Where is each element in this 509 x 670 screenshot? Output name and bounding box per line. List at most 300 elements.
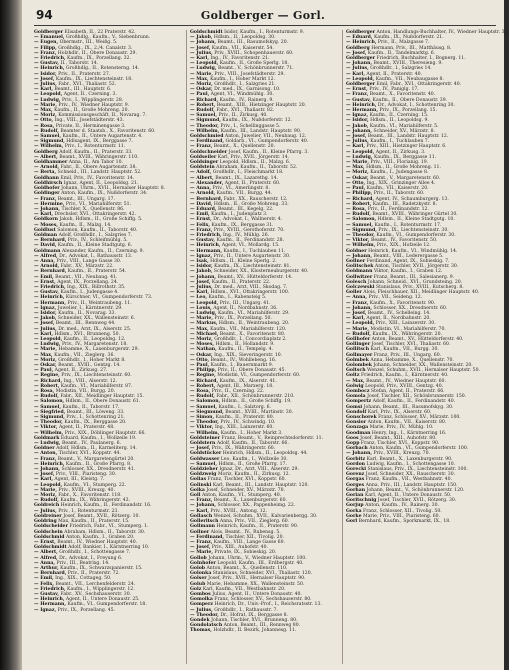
entry-name: — Franz, [34,196,57,202]
entry-details: Beamt., XVIII., Gentzg. 14. [58,363,121,368]
entry-name: — Bernhard, [34,571,67,577]
entry-details: Kaufm., IX., Währingerstr. 43. [60,498,130,504]
entry-details: Kaufm., II., Tempelg. 4. [218,347,273,353]
entry-name: — Leopold, [34,92,63,98]
entry-name: Goldman [34,232,58,238]
entry-name: Golleritsch [190,519,219,525]
entry-details: Friedrich, Fabr., VI., Stumperg. 1. [69,524,149,530]
entry-details: Kaufm., I., Salztorg. 6. [218,404,272,410]
entry-details: Johann, Beamt., V., Schönbrunnerstr. 120. [366,487,465,493]
entry-name: Goldberger [34,30,64,35]
entry-name: — Rudolf, [346,212,371,218]
entry-name: Gollob [190,555,207,561]
entry-details: Franz, Kaufm., VII., Westbahnstr. 40. [365,477,452,483]
entry-name: Golka [190,487,205,493]
entry-name: Gollner [190,529,210,535]
entry-name: Gonsior [346,420,367,426]
entry-details: Anna, Hebamme, X., Quellenstr. 70. [370,357,454,363]
entry-name: Gorke [346,513,362,519]
entry-details: Priv., VII., Seideng. 12. [368,295,423,301]
entry-details: Großhdlr., I., Concordiaplatz 2. [214,336,287,342]
entry-details: Agent, II., Nordbahnstr. 20. [366,316,431,322]
entry-name: Gollmann [190,524,215,530]
entry-details: Schneider, XX., Wallensteinstr. 6. [57,316,136,322]
entry-details: Agent, II., Zirkusg. 27. [54,368,108,374]
entry-details: Priv., I., Rotenturmstr. 11. [64,144,126,150]
entry-name: — Albert, [190,175,214,181]
entry-details: Johann, Beamt., III., Rasumofskyg. 30. [363,404,454,410]
entry-name: — Paul, [190,363,210,368]
entry-details: Kaufm., II., Praterstr. 54. [67,269,127,275]
entry-name: — Ferdinand, [190,139,224,145]
entry-details: Anton, Beamt., X., Quellenstr. 110. [206,565,288,571]
entry-details: Marie, Priv., IV., Mühlg. 10. [369,425,434,431]
entry-name: — Wilhelm, [34,144,64,150]
entry-name: — Moriz, [190,82,213,88]
entry-name: Thomas, [190,628,212,634]
entry-name: — Salomon, [34,399,65,405]
entry-name: Goldhammer [34,160,68,166]
entry-name: Golias [190,477,207,483]
entry-name: — Paul, [190,92,210,98]
entry-name: — Samuel, [190,461,217,467]
entry-name: — Max, [346,165,365,171]
entry-name: — Johann, [346,61,373,67]
entry-details: Karl, Kaufm., VII., Burgg. 30. [370,347,439,353]
entry-name: — Wilhelm, [190,430,220,436]
entry-details: Priv., IV., Paniglg. 17. [369,87,419,93]
entry-details: Priv., XVIII., Gersthoferstr. 70. [213,227,285,233]
entry-details: Jakob, Hdlsm., II., Große Schiffg. 5. [59,217,143,223]
entry-details: Kaufm., II., Taborstr. 17. [62,404,120,410]
entry-name: Goldschmied [190,134,224,140]
entry-name: — Theodor, [190,420,219,426]
entry-details: Drechsler, XVI., Ottakringerstr. 42. [54,212,137,218]
entry-details: Kaufm., I., Bauernmarkt 9. [210,363,274,368]
entry-details: Beamt., V., Margaretenstr. 60. [370,175,441,181]
entry-details: Großhdlg., II., Rotensterng. 14. [65,66,140,72]
entry-details: Kaufm., IX., Berggasse 11. [373,154,437,160]
entry-name: — Ignaz, [346,113,369,119]
entry-name: — Alexander, [190,180,224,186]
entry-details: Kaufm., IX., Schwarzspanierstr. 15. [60,565,143,571]
entry-name: — Leopold, [190,300,219,306]
entry-name: — Berta, [34,170,57,176]
entry-details: Priv., IX., Liechtensteinstr. 60. [61,373,132,379]
entry-name: Goldmark [34,435,60,441]
entry-details: Franz, Tischler, XVI., Koppstr. 60. [207,477,287,483]
entry-details: Beamt., IV., Paulanerg. 6. [61,441,121,447]
entry-name: — Theodor, [34,420,63,426]
entry-name: — Sigmund, [346,227,377,233]
entry-details: Johann, Tischler, XVI., Brunneng. 80. [211,617,298,623]
column-3 [346,30,509,664]
entry-details: Kommissionsgeschäft, II., Novarag. 7. [58,113,147,119]
entry-name: Goos [346,435,359,441]
entry-name: — Leopold, [346,76,375,82]
entry-name: Gorka [346,508,362,514]
entry-details: Beamt., III., Hauptstr. 6. [54,87,112,93]
entry-details: Hdlsm., II., Kleine Stadtgutg. 10. [377,217,455,223]
entry-name: — David, [190,201,213,207]
entry-name: — Josef, [346,50,367,56]
entry-details: Ignaz, Agent, II., Leopoldsg. 21. [63,180,139,186]
entry-details: Beamt., III., Landstr. Hauptstr. 12. [367,134,449,140]
entry-name: — Karl, [34,477,53,483]
entry-details: Dr., Advokat, I., Rathausstr. 13. [59,253,133,259]
entry-details: Tischler, XII., Tivolig. 20. [225,534,284,540]
entry-name: — Franz, [34,456,57,462]
entry-name: — Ludwig, [34,441,61,447]
entry-details: Kaufm., IX., Berggasse 20. [64,420,127,426]
entry-details: Priv., I., Schellinggasse 5. [220,123,281,129]
entry-name: — Rudolf, [34,394,59,400]
entry-name: — Franz, [346,300,369,306]
entry-details: Kaufm., II., Ferdinandstr. 28. [216,238,285,244]
entry-name: Goldlust [34,227,56,233]
entry-name: — Franz, [34,50,57,56]
entry-name: — Leo, [190,295,208,301]
entry-name: Goritschnig [346,498,377,504]
entry-details: Ferdinand, Agent, IX., Sobieskig. 7. [366,258,450,264]
entry-details: Leo, Kaufm., I., Wollzeile 30. [220,456,288,462]
entry-details: Josef, Schneider, XX., Rauscherstr. 30. [365,472,456,478]
entry-details: Goldarb., VI., Gumpendorferstr. 40. [225,139,309,145]
entry-details: Beamt., X., Favoritenstr. 40. [369,92,436,98]
entry-name: Goldzweig [190,472,217,478]
entry-name: — Johann, [34,467,61,473]
entry-details: Karl, Priv., IX., Alserstr. 60. [367,409,432,415]
entry-name: Gopp [346,441,360,447]
entry-details: Bernhard, Kaufm., Sporkmarkt, IX., 18. [358,519,451,525]
entry-details: Beamt., III., Rennweg 44. [55,321,116,327]
entry-details: Schlosser, XX., Dresdnerstr. 60. [373,305,448,311]
entry-name: Gorecki [346,467,367,473]
entry-details: Kaufm., VI., Mariahilferstr. 87. [60,383,133,389]
entry-details: Dr., Advokat, I., Freyung 6. [59,555,123,561]
entry-details: Franz, Tischler, XVI., Koppstr. 90. [360,441,440,447]
entry-details: Ing., VIII., Alserstr. 12. [63,378,117,384]
page-header [22,8,504,24]
entry-details: Hdlsm., II., Große Mohreng. 33. [213,201,289,207]
entry-details: Schneider, XX., Klosterneuburgerstr. 40. [213,269,309,275]
entry-name: — Franz, [346,92,369,98]
entry-details: Josef, Kaufm., II., Kleine Pfarrg. 3. [228,149,309,155]
entry-name: — Sigmund, [34,139,65,145]
entry-name: — Alfred, [34,555,58,561]
entry-name: — Salomon, [346,217,377,223]
entry-details: Viktor, Kaufm., I., Graben 12. [373,269,443,275]
entry-details: Beamt., X., Favoritenstr. 80. [219,331,286,337]
entry-details: Kaufm., II., Untere Augartenstr. 4. [62,134,143,140]
entry-details: Stanislaus, Priv., IX., Liechtensteinstr. 100. [367,467,468,473]
entry-details: Hdlsm., II., Hollandstr. 9. [215,342,275,348]
entry-name: — Oskar, [190,87,213,93]
entry-name: — Otto, [346,180,366,186]
entry-name: — Josef, [34,321,55,327]
entry-name: — Felix, [34,581,54,587]
entry-name: — Emil, [190,212,210,218]
entry-details: Kaufm., II., Obere Donaustr. 39. [372,97,448,103]
entry-name: Golombek [346,363,372,368]
entry-name: — Robert, [34,383,60,389]
entry-name: Golnhofer [190,560,216,566]
entry-details: Anton, Kaufm., IV., Rainerg. 30. [365,503,439,509]
entry-name: — Julius, [190,607,213,613]
entry-name: Goldwasser [190,456,220,462]
entry-details: Hdlsm., II., Kleine Sperlg. 2. [210,258,277,264]
entry-name: — Bernhard, [34,269,67,275]
entry-name: — Moses, [34,222,59,228]
entry-name: Gompertz [346,399,372,405]
entry-name: Goldstern [190,441,216,447]
entry-name: — Marie, [34,487,57,493]
entry-name: — Heinrich, [190,243,221,249]
entry-details: Dr. med., Arzt, IX., Alserstr. 25. [58,326,132,332]
entry-name: Goldhirsch [34,180,63,186]
entry-name: Golesch [346,279,367,285]
entry-name: — Johann, [190,503,217,509]
entry-name: — Franz, [190,498,213,504]
entry-details: Priv., VIII., Florianig. 19. [370,160,429,166]
entry-details: Kaufm., VII., Burgg. 44. [216,191,273,197]
entry-name: — Johann, [34,206,61,212]
entry-name: — Philipp, [346,191,373,197]
entry-details: Priv., IX., Porzellang. 45. [57,607,116,613]
entry-name: — Heinrich, [346,102,377,108]
entry-details: Priv., XVIII., Antong. 12. [210,508,268,514]
entry-name: Gombos [190,591,211,597]
entry-details: Ignaz, Dr., Arzt, VIII., Alserstr. 29. [219,467,299,473]
entry-details: Schlosser, XX., Pappenheimg. 22. [217,503,296,509]
entry-name: Gorbitz [346,456,366,462]
entry-details: Kaufm., IX., Liechtensteinstr. 18. [55,76,133,82]
entry-details: Agent, II., Nordbahnstr. 36. [213,305,278,311]
entry-details: Priv., XVIII., Schopenhauerstr. 60. [214,50,294,56]
entry-details: Großhdlr., I., Hoher Markt 8. [58,357,126,363]
entry-name: — Karl, [34,87,53,93]
entry-name: — Heinrich, [34,295,65,301]
entry-name: Goldberger [346,56,376,62]
entry-details: Großhdlr., I., Salzgries 21. [214,82,276,88]
entry-details: Agent, III., Marxerg. 18. [216,383,274,389]
entry-details: Karl, Beamt., X., Laxenburgerstr. 90. [366,456,453,462]
entry-details: Hdlsm., II., Leopoldsg. 9. [370,118,429,124]
entry-name: — David, [34,243,57,249]
entry-name: — Moriz, [34,113,57,119]
entry-name: — Sigmund, [34,415,65,421]
entry-details: Agent, II., Praterstr. 48. [58,425,115,431]
entry-name: Gondek [190,617,210,623]
entry-details: Elisabeth, II., 22 Praterstr. 42. [64,30,136,35]
entry-name: Golser [190,576,207,582]
entry-details: Kaufm., II., Leopoldsg. 12. [63,336,126,342]
entry-name: — Karl, [190,508,209,514]
entry-name: — Arnold, [190,191,216,197]
entry-name: — Jakob, [190,269,213,275]
entry-name: Golonka [190,571,212,577]
entry-name: — Karl, [346,316,365,322]
entry-details: Johann, Uhrm., V., Wiedner Hauptstr. 100. [208,555,307,561]
entry-details: Kaufm., II., Praterstr. 80. [215,415,275,421]
entry-details: Alexander, Kaufm., II., Czerning. 9. [61,248,145,254]
entry-name: — Isidor, [34,310,57,316]
entry-name: Goldreiner [34,513,62,519]
entry-details: Fabr., XV., Märzstr. 22. [60,264,114,270]
entry-details: Private, IX., Sobieskig. 20. [214,550,277,556]
entry-details: Großhdlg., IX., 2./4. Canalstr. 3. [58,45,133,51]
entry-name: Goldberg [346,45,370,51]
entry-name: — Anton, [34,451,58,457]
entry-details: Priv., IX., Liechtensteinstr. 30. [378,227,449,233]
entry-details: Franz, Schlosser, XV., Sechshauserstr. 80. [214,597,312,603]
entry-name: Gorenz [346,472,365,478]
entry-name: Goldhann [34,175,59,181]
entry-details: Fabr., XII., Schönbrunnerstr. 210. [216,394,295,400]
entry-details: Priv., II., Praterstr. 72. [67,571,120,577]
entry-name: Goldschmid [34,534,65,540]
entry-details: Fabr., XVI., Thaliastr. 82. [216,108,275,114]
entry-details: Kaufm., IX., Berggasse 31. [211,222,274,228]
entry-name: — Friedrich, [34,586,66,592]
entry-name: Goldhofer [34,186,60,192]
entry-details: Anna, Priv., VII., Zieglerg. 60. [219,519,290,525]
entry-name: Gomperz [190,602,214,608]
entry-name: — Samuel, [190,404,217,410]
entry-name: — Ferdinand, [190,534,224,540]
entry-name: — Hermann, [346,108,378,114]
entry-details: Karl, Kaufm., VII., Westbahnstr. 20. [202,586,286,592]
entry-name: — Emanuel, [34,35,65,41]
entry-details: Agent, II., Praterstr. 40. [366,71,423,77]
entry-name: Gomolka [190,597,213,603]
entry-details: Priv., II., Obere Donaustr. 45. [217,368,286,374]
entry-details: Kaufm., II., Große Sperlg. 18. [219,61,289,67]
entry-details: Kaufm., II., Große Mohreng. 20. [54,108,129,114]
entry-details: Ing., XIX., Sieveringerstr. 10. [214,352,283,358]
entry-details: Priv., IX., Porzellang. 15. [379,108,437,114]
entry-name: — Marie, [190,550,213,556]
entry-details: Dr. med., Arzt, VIII., Skodag. 7. [214,284,288,290]
entry-name: — Marie, [190,316,213,322]
column-2 [190,30,338,664]
entry-details: Stanislaus, Schneider, XVI., Thaliastr. 120. [212,571,313,577]
entry-details: Juwelier, I., Kärntnerstr. 29. [57,305,123,311]
entry-name: Golob [190,565,206,571]
entry-name: — Wilhelm, [346,243,376,249]
entry-details: Priv., II., Czerning. 22. [211,389,265,395]
header-rule [34,25,496,26]
entry-name: — Gustav, [34,591,60,597]
entry-details: Anton, Kaufm., I., Graben 20. [65,534,135,540]
entry-details: Kaufm., II., Tandelmarktg. 6. [367,50,436,56]
entry-details: Beamt., XVIII., Währingerstr. 110. [59,154,139,160]
entry-name: — Julius, [34,326,57,332]
entry-name: — Ignaz, [190,253,213,259]
entry-details: Kaufm., IX., Nußdorferstr. 21. [373,35,444,41]
entry-name: — Leopold, [34,336,63,342]
entry-details: Adolf, Kaufm., II., Ferdinandstr. 40. [372,399,456,405]
entry-name: — Josef, [190,446,211,452]
entry-details: Abraham, Kaufm., II., Taborstr. 52. [216,165,298,171]
entry-name: Gollinger [346,342,371,348]
entry-name: — Richard, [190,97,219,103]
entry-details: Dr., Advokat, I., Schottenring 30. [377,102,455,108]
entry-details: Kaufm., VII., Kaiserstr. 54. [211,45,274,51]
entry-details: Priv., VIII., Josefstädterstr. 29. [214,71,285,77]
entry-details: Fabr., XII., Meidlinger Hauptstr. 15. [60,394,144,400]
entry-details: Kaufm., IX., Währingerstr. 20. [372,331,442,337]
entry-name: — Robert, [190,102,216,108]
entry-details: Friedrich, Buchhalter, I., Bognerg. 11. [376,56,466,62]
entry-name: — Moriz, [34,493,57,499]
entry-name: — Paul, [34,368,54,374]
entry-name: — Wilhelm, [190,128,220,134]
entry-name: — Anna, [346,295,368,301]
entry-details: Johann, Schneid., XVI., Grundsteing. 20. [367,279,463,285]
entry-details: Beamt., XVIII., Währinger Gürtel 30. [372,212,458,218]
entry-details: Beamt., III., Ungarg. 17. [57,196,115,202]
entry-details: Kaufm., II., Czerning. 15. [369,113,429,119]
entry-name: — Johann, [346,305,373,311]
entry-details: Hdlsm., II., Große Mohreng. 11. [366,165,441,171]
entry-details: Wenzel, Schuhm., XVII., Hernalser Hauptstr. 50. [367,368,480,374]
entry-name: Gorian [346,493,364,499]
entry-details: Fabr., XV., Sechshauserstr. 30. [60,591,132,597]
entry-details: Beamt., V., Margaretengürtel 20. [57,456,135,462]
entry-name: Goldberg [34,149,58,155]
entry-details: Anton, Juwelier, VII., Neubaug. 12. [224,134,307,140]
entry-details: Dr., Advokat, I., Wallnerstr. 4. [213,217,283,223]
entry-details: Priv., XIII., Auhofstr. 40. [211,545,268,551]
entry-details: Obermstr., III., Weißg. 5. [59,40,118,46]
entry-name: — Julius, [346,139,369,145]
entry-name: Gollwitzer [346,274,373,280]
entry-details: Beamt., X., Laxenburgerstr. 60. [213,498,287,504]
entry-details: Anton, Kaufm., VII., Kaiserstr. 80. [367,420,447,426]
entry-name: — Wilhelm, [34,430,64,436]
entry-name: — Albert, [34,154,58,160]
entry-details: Beamt., III., Rasumofskyg. 20. [217,40,289,46]
entry-name: — Oskar, [346,175,369,181]
entry-details: Agent, III., Kleistg. 7. [54,477,105,483]
entry-name: — Robert, [346,201,372,207]
entry-details: Kaufm., VII., Neubaugasse 8. [375,76,444,82]
entry-name: — Arnold, [34,264,60,270]
entry-name: — Johann, [346,253,373,259]
entry-name: — Julius, [190,50,213,56]
entry-details: Karl, Priv., XVII., Jörgerstr. 14. [217,154,290,160]
entry-details: Kaufm., I., Wipplingerstr. 12. [67,586,135,592]
entry-details: Großhdlr., I., Schottengasse 7. [59,550,131,556]
entry-details: Kaufm., II., Kleine Stadtgutg. 6. [57,243,133,249]
entry-name: — Emil, [34,274,54,280]
entry-name: — Max, [34,352,53,358]
running-head: Goldberger — Gorl. [200,9,326,22]
entry-name: — Josef, [190,279,211,285]
entry-details: Stefan, Agent, II., Praterstr. 66. [371,389,445,395]
entry-details: Kaufm., VII., Zieglerg. 36. [54,352,115,358]
entry-details: Beamter d. Staatsb., X., Favoritenstr. 60. [60,128,156,134]
entry-name: — Marie, [190,71,213,77]
entry-name: — Max, [190,326,209,332]
entry-details: Friedrich, Kaufm., I., Kärntnerstr. 40. [360,373,449,379]
entry-details: Adolf, Hdlsm., II., Karmeliterg. 14. [56,446,137,452]
entry-name: — Anna, [190,186,212,192]
entry-name: Goldkorn [34,217,58,223]
entry-details: Agent, II., Zirkusg. 3. [375,149,426,155]
entry-name: Gorges [346,482,365,488]
